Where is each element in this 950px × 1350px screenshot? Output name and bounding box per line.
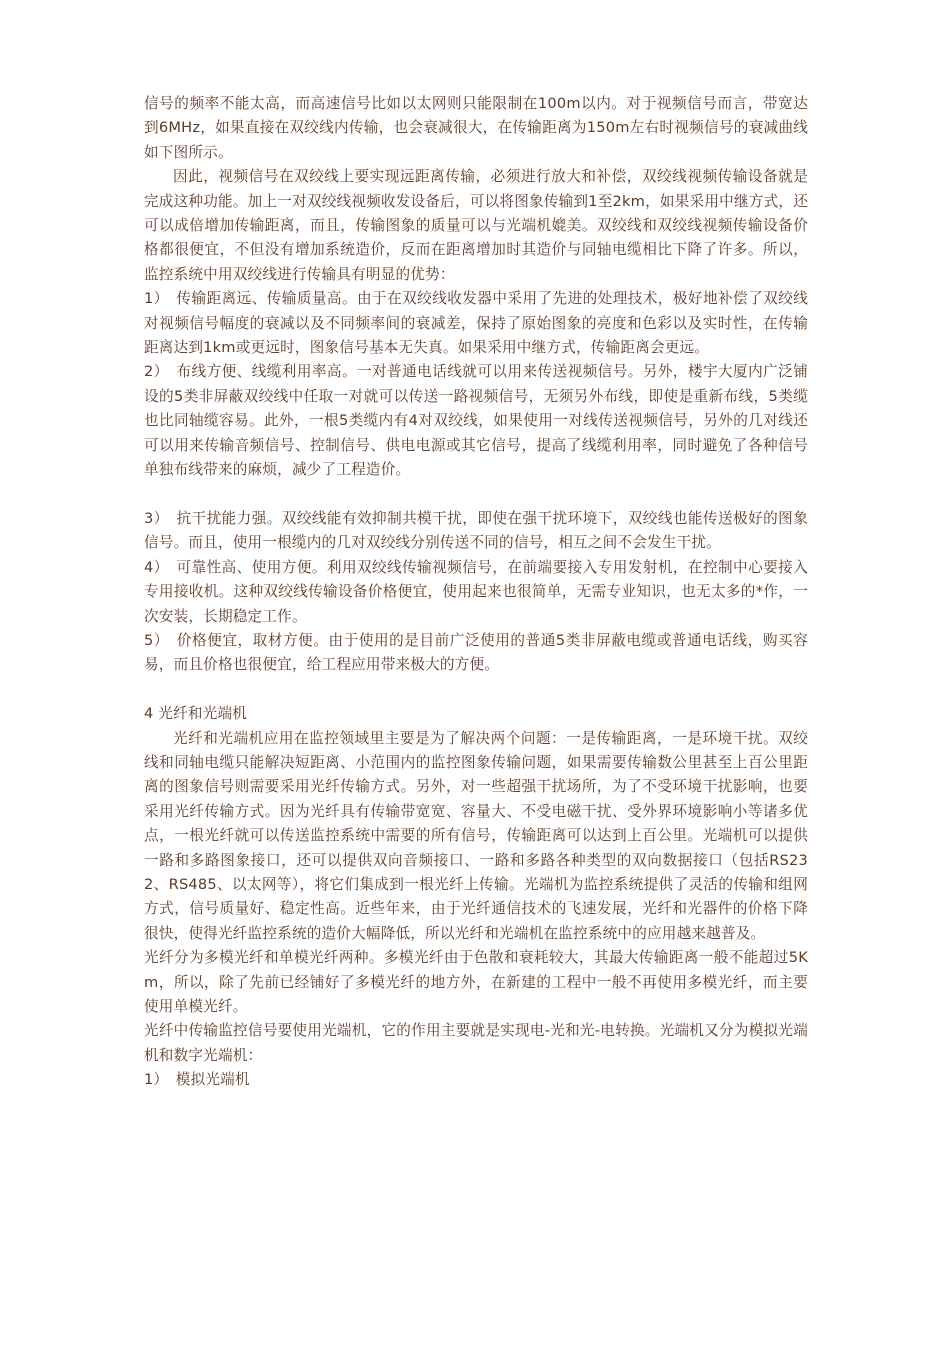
list-item-1-transmission-distance: 1） 传输距离远、传输质量高。由于在双绞线收发器中采用了先进的处理技术，极好地补偿了双绞线对视频信号幅度的衰减以及不同频率间的衰减差，保持了原始图象的亮度和色彩以及实时性，在传输距离达到1km或更远时，图象信号基本无失真。如果采用中继方式，传输距离会更远。 — [144, 290, 808, 357]
blank-line — [144, 678, 808, 702]
document-page — [144, 92, 808, 1093]
section-heading-fiber-optic: 4 光纤和光端机 — [144, 705, 248, 723]
paragraph-optical-transceiver: 光纤中传输监控信号要使用光端机，它的作用主要就是实现电-光和光-电转换。光端机又分为模拟光端机和数字光端机： — [144, 1022, 808, 1064]
paragraph-multimode-singlemode: 光纤分为多模光纤和单模光纤两种。多模光纤由于色散和衰耗较大，其最大传输距离一般不能超过5Km，所以，除了先前已经铺好了多模光纤的地方外，在新建的工程中一般不再使用多模光纤，而主要使用单模光纤。 — [144, 949, 808, 1015]
blank-line — [144, 483, 808, 507]
list-item-4-reliability: 4） 可靠性高、使用方便。利用双绞线传输视频信号，在前端要接入专用发射机，在控制中心要接入专用接收机。这种双绞线传输设备价格便宜，使用起来也很简单，无需专业知识，也无太多的*作，一次安装，长期稳定工作。 — [144, 558, 808, 625]
list-item-5-low-price: 5） 价格便宜，取材方便。由于使用的是目前广泛使用的普通5类非屏蔽电缆或普通电话线，购买容易，而且价格也很便宜，给工程应用带来极大的方便。 — [144, 631, 808, 674]
paragraph-video-signal-attenuation: 信号的频率不能太高，而高速信号比如以太网则只能限制在100m以内。对于视频信号而言，带宽达到6MHz，如果直接在双绞线内传输，也会衰减很大，在传输距离为150m左右时视频信号的衰减曲线如下图所示。 — [144, 95, 808, 161]
paragraph-twisted-pair-advantages-intro: 因此，视频信号在双绞线上要实现远距离传输，必须进行放大和补偿，双绞线视频传输设备就是完成这种功能。加上一对双绞线视频收发设备后，可以将图象传输到1至2km，如果采用中继方式，还可以成倍增加传输距离，而且，传输图象的质量可以与光端机媲美。双绞线和双绞线视频传输设备价格都很便宜，不但没有增加系统造价，反而在距离增加时其造价与同轴电缆相比下降了许多。所以，监控系统中用双绞线进行传输具有明显的优势： — [144, 168, 808, 283]
paragraph-fiber-optic-overview: 光纤和光端机应用在监控领域里主要是为了解决两个问题：一是传输距离，一是环境干扰。双绞线和同轴电缆只能解决短距离、小范围内的监控图象传输问题，如果需要传输数公里甚至上百公里距离的图象信号则需要采用光纤传输方式。另外，对一些超强干扰场所，为了不受环境干扰影响，也要采用光纤传输方式。因为光纤具有传输带宽宽、容量大、不受电磁干扰、受外界环境影响小等诸多优点，一根光纤就可以传送监控系统中需要的所有信号，传输距离可以达到上百公里。光端机可以提供一路和多路图象接口，还可以提供双向音频接口、一路和多路各种类型的双向数据接口（包括RS232、RS485、以太网等），将它们集成到一根光纤上传输。光端机为监控系统提供了灵活的传输和组网方式，信号质量好、稳定性高。近些年来，由于光纤通信技术的飞速发展，光纤和光器件的价格下降很快，使得光纤监控系统的造价大幅降低，所以光纤和光端机在监控系统中的应用越来越普及。 — [144, 729, 808, 942]
list-item-analog-transceiver: 1） 模拟光端机 — [144, 1071, 250, 1089]
list-item-2-wiring-convenience: 2） 布线方便、线缆利用率高。一对普通电话线就可以用来传送视频信号。另外，楼宇大厦内广泛铺设的5类非屏蔽双绞线中任取一对就可以传送一路视频信号，无须另外布线，即使是重新布线，5类缆也比同轴缆容易。此外，一根5类缆内有4对双绞线，如果使用一对线传送视频信号，另外的几对线还可以用来传输音频信号、控制信号、供电电源或其它信号，提高了线缆利用率，同时避免了各种信号单独布线带来的麻烦，减少了工程造价。 — [144, 363, 808, 479]
list-item-3-anti-interference: 3） 抗干扰能力强。双绞线能有效抑制共模干扰，即使在强干扰环境下，双绞线也能传送极好的图象信号。而且，使用一根缆内的几对双绞线分别传送不同的信号，相互之间不会发生干扰。 — [144, 509, 808, 552]
